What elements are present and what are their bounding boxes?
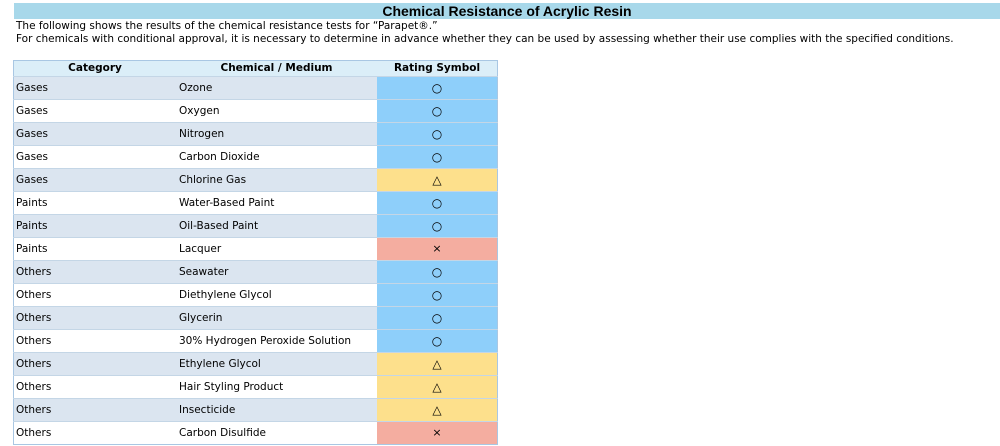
- cell-category: Others: [14, 330, 177, 353]
- chemical-resistance-table: [13, 60, 498, 445]
- table-row: [14, 100, 498, 123]
- table-row: [14, 330, 498, 353]
- header-rating: Rating Symbol: [377, 61, 498, 77]
- cell-medium: Oil-Based Paint: [176, 215, 377, 238]
- cell-medium: Carbon Dioxide: [176, 146, 377, 169]
- cell-rating-circle-icon: ○: [377, 261, 498, 284]
- cell-medium: Ethylene Glycol: [176, 353, 377, 376]
- cell-category: Others: [14, 422, 177, 445]
- cell-category: Gases: [14, 169, 177, 192]
- cell-medium: Ozone: [176, 77, 377, 100]
- cell-medium: Oxygen: [176, 100, 377, 123]
- table-row: [14, 169, 498, 192]
- table-row: [14, 399, 498, 422]
- cell-rating-circle-icon: ○: [377, 192, 498, 215]
- cell-medium: 30% Hydrogen Peroxide Solution: [176, 330, 377, 353]
- cell-medium: Glycerin: [176, 307, 377, 330]
- cell-medium: Seawater: [176, 261, 377, 284]
- table-row: [14, 123, 498, 146]
- intro-text: [16, 20, 954, 45]
- table-header-row: [14, 61, 498, 77]
- cell-rating-circle-icon: ○: [377, 215, 498, 238]
- header-category: Category: [14, 61, 177, 77]
- cell-category: Others: [14, 399, 177, 422]
- cell-rating-circle-icon: ○: [377, 123, 498, 146]
- table-row: [14, 284, 498, 307]
- table-row: [14, 261, 498, 284]
- cell-rating-triangle-icon: △: [377, 169, 498, 192]
- cell-rating-circle-icon: ○: [377, 100, 498, 123]
- cell-rating-triangle-icon: △: [377, 399, 498, 422]
- cell-category: Paints: [14, 192, 177, 215]
- cell-category: Others: [14, 307, 177, 330]
- cell-category: Gases: [14, 146, 177, 169]
- cell-category: Paints: [14, 215, 177, 238]
- cell-category: Others: [14, 261, 177, 284]
- cell-category: Others: [14, 284, 177, 307]
- cell-medium: Carbon Disulfide: [176, 422, 377, 445]
- table-row: [14, 376, 498, 399]
- cell-medium: Nitrogen: [176, 123, 377, 146]
- cell-rating-circle-icon: ○: [377, 284, 498, 307]
- header-medium: Chemical / Medium: [176, 61, 377, 77]
- table-row: [14, 77, 498, 100]
- cell-medium: Lacquer: [176, 238, 377, 261]
- page-title-bar: [14, 3, 1000, 19]
- table-row: [14, 353, 498, 376]
- page-title: Chemical Resistance of Acrylic Resin: [382, 3, 632, 19]
- cell-medium: Insecticide: [176, 399, 377, 422]
- cell-rating-cross-icon: ×: [377, 238, 498, 261]
- cell-rating-triangle-icon: △: [377, 353, 498, 376]
- cell-medium: Water-Based Paint: [176, 192, 377, 215]
- table-row: [14, 307, 498, 330]
- cell-category: Others: [14, 353, 177, 376]
- cell-rating-circle-icon: ○: [377, 77, 498, 100]
- intro-line-1: The following shows the results of the chemical resistance tests for “Parapet®.”: [16, 20, 438, 32]
- table-row: [14, 422, 498, 445]
- cell-category: Gases: [14, 77, 177, 100]
- intro-line-2: For chemicals with conditional approval, it is necessary to determine in advance whether they can be used by assessing whether their use complies with the specified conditions.: [16, 32, 954, 45]
- cell-rating-circle-icon: ○: [377, 146, 498, 169]
- cell-rating-cross-icon: ×: [377, 422, 498, 445]
- table-row: [14, 215, 498, 238]
- cell-category: Gases: [14, 100, 177, 123]
- cell-rating-triangle-icon: △: [377, 376, 498, 399]
- cell-medium: Diethylene Glycol: [176, 284, 377, 307]
- table-row: [14, 146, 498, 169]
- cell-medium: Chlorine Gas: [176, 169, 377, 192]
- cell-rating-circle-icon: ○: [377, 330, 498, 353]
- cell-category: Gases: [14, 123, 177, 146]
- table-row: [14, 192, 498, 215]
- cell-rating-circle-icon: ○: [377, 307, 498, 330]
- cell-medium: Hair Styling Product: [176, 376, 377, 399]
- table-row: [14, 238, 498, 261]
- cell-category: Paints: [14, 238, 177, 261]
- cell-category: Others: [14, 376, 177, 399]
